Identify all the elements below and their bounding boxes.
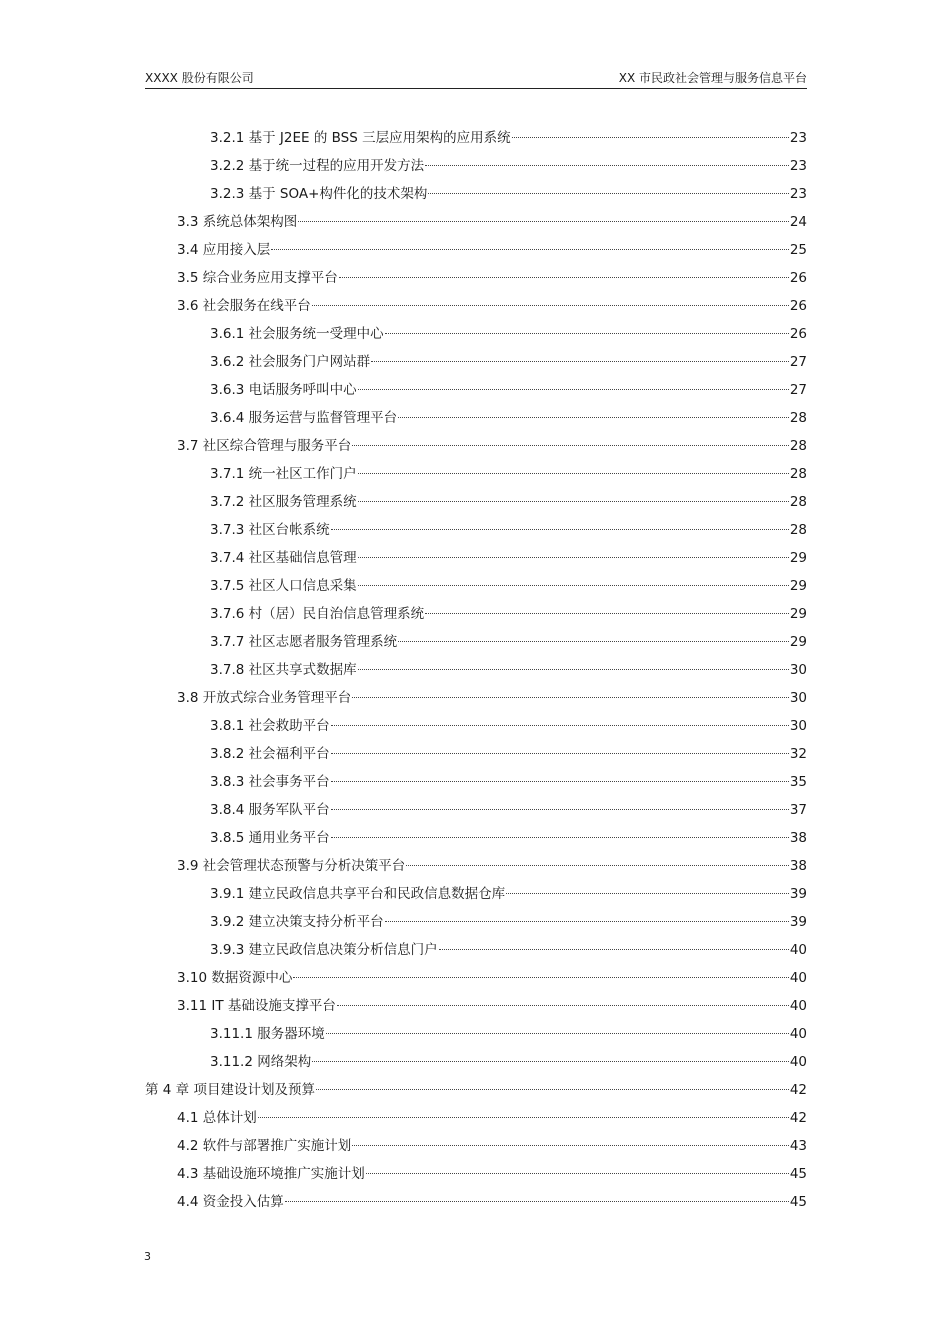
toc-entry-title: 4.2 软件与部署推广实施计划 bbox=[177, 1138, 352, 1154]
toc-leader-dots bbox=[358, 500, 789, 502]
toc-entry[interactable] bbox=[145, 236, 807, 264]
toc-entry[interactable] bbox=[145, 544, 807, 572]
toc-entry-page: 32 bbox=[789, 746, 807, 762]
toc-entry[interactable] bbox=[145, 320, 807, 348]
toc-entry-title: 3.2.3 基于 SOA+构件化的技术架构 bbox=[210, 186, 428, 202]
toc-leader-dots bbox=[312, 304, 789, 306]
toc-entry[interactable] bbox=[145, 348, 807, 376]
toc-leader-dots bbox=[425, 164, 789, 166]
table-of-contents bbox=[145, 124, 807, 1216]
toc-entry[interactable] bbox=[145, 404, 807, 432]
toc-entry[interactable] bbox=[145, 768, 807, 796]
toc-entry[interactable] bbox=[145, 1048, 807, 1076]
toc-entry[interactable] bbox=[145, 1020, 807, 1048]
toc-entry[interactable] bbox=[145, 516, 807, 544]
toc-entry-page: 30 bbox=[789, 662, 807, 678]
toc-entry-page: 30 bbox=[789, 690, 807, 706]
toc-entry[interactable] bbox=[145, 152, 807, 180]
toc-entry-page: 24 bbox=[789, 214, 807, 230]
toc-leader-dots bbox=[337, 1004, 789, 1006]
toc-entry-page: 37 bbox=[789, 802, 807, 818]
toc-entry-title: 3.11.1 服务器环境 bbox=[210, 1026, 325, 1042]
toc-entry-title: 3.8.2 社会福利平台 bbox=[210, 746, 330, 762]
toc-entry-title: 3.4 应用接入层 bbox=[177, 242, 271, 258]
toc-entry[interactable] bbox=[145, 656, 807, 684]
toc-leader-dots bbox=[331, 752, 789, 754]
toc-entry-title: 3.7.8 社区共享式数据库 bbox=[210, 662, 357, 678]
toc-entry-title: 4.3 基础设施环境推广实施计划 bbox=[177, 1166, 365, 1182]
toc-entry[interactable] bbox=[145, 376, 807, 404]
toc-leader-dots bbox=[352, 696, 789, 698]
toc-entry[interactable] bbox=[145, 572, 807, 600]
toc-entry-page: 29 bbox=[789, 550, 807, 566]
toc-leader-dots bbox=[439, 948, 789, 950]
toc-entry-page: 26 bbox=[789, 326, 807, 342]
toc-entry-page: 39 bbox=[789, 914, 807, 930]
toc-leader-dots bbox=[271, 248, 789, 250]
toc-leader-dots bbox=[331, 808, 789, 810]
toc-leader-dots bbox=[352, 444, 789, 446]
toc-entry[interactable] bbox=[145, 992, 807, 1020]
toc-leader-dots bbox=[371, 360, 789, 362]
toc-entry-title: 3.11 IT 基础设施支撑平台 bbox=[177, 998, 336, 1014]
toc-leader-dots bbox=[506, 892, 789, 894]
toc-entry-title: 3.9.1 建立民政信息共享平台和民政信息数据仓库 bbox=[210, 886, 506, 902]
toc-entry-page: 26 bbox=[789, 298, 807, 314]
toc-entry-page: 35 bbox=[789, 774, 807, 790]
toc-entry-page: 28 bbox=[789, 410, 807, 426]
toc-entry[interactable] bbox=[145, 964, 807, 992]
toc-entry[interactable] bbox=[145, 124, 807, 152]
toc-leader-dots bbox=[331, 780, 789, 782]
toc-entry-title: 3.2.1 基于 J2EE 的 BSS 三层应用架构的应用系统 bbox=[210, 130, 511, 146]
toc-entry-title: 3.6 社会服务在线平台 bbox=[177, 298, 311, 314]
toc-entry-page: 45 bbox=[789, 1194, 807, 1210]
toc-leader-dots bbox=[358, 584, 789, 586]
toc-leader-dots bbox=[358, 388, 789, 390]
toc-leader-dots bbox=[285, 1200, 789, 1202]
toc-entry-title: 3.7.1 统一社区工作门户 bbox=[210, 466, 357, 482]
toc-entry-page: 23 bbox=[789, 186, 807, 202]
toc-entry-title: 3.8 开放式综合业务管理平台 bbox=[177, 690, 352, 706]
toc-entry-page: 38 bbox=[789, 830, 807, 846]
toc-entry-page: 40 bbox=[789, 970, 807, 986]
toc-entry-page: 43 bbox=[789, 1138, 807, 1154]
toc-leader-dots bbox=[339, 276, 789, 278]
toc-entry-title: 3.11.2 网络架构 bbox=[210, 1054, 312, 1070]
toc-entry[interactable] bbox=[145, 208, 807, 236]
toc-entry-title: 3.8.5 通用业务平台 bbox=[210, 830, 330, 846]
toc-entry-page: 29 bbox=[789, 634, 807, 650]
toc-leader-dots bbox=[293, 976, 788, 978]
toc-entry-page: 26 bbox=[789, 270, 807, 286]
page-number: 3 bbox=[144, 1250, 151, 1263]
toc-leader-dots bbox=[358, 668, 789, 670]
toc-entry-page: 45 bbox=[789, 1166, 807, 1182]
toc-entry-page: 28 bbox=[789, 522, 807, 538]
toc-entry-title: 3.7.2 社区服务管理系统 bbox=[210, 494, 357, 510]
toc-entry-page: 27 bbox=[789, 382, 807, 398]
toc-entry-title: 3.7.4 社区基础信息管理 bbox=[210, 550, 357, 566]
toc-entry-title: 3.7.3 社区台帐系统 bbox=[210, 522, 330, 538]
toc-entry[interactable] bbox=[145, 684, 807, 712]
toc-entry[interactable] bbox=[145, 432, 807, 460]
toc-entry-title: 3.7 社区综合管理与服务平台 bbox=[177, 438, 352, 454]
toc-entry-page: 23 bbox=[789, 130, 807, 146]
toc-entry-title: 3.7.5 社区人口信息采集 bbox=[210, 578, 357, 594]
toc-entry-title: 第 4 章 项目建设计划及预算 bbox=[145, 1082, 315, 1098]
toc-entry-title: 3.9 社会管理状态预警与分析决策平台 bbox=[177, 858, 406, 874]
toc-entry-title: 3.8.4 服务军队平台 bbox=[210, 802, 330, 818]
toc-entry-page: 30 bbox=[789, 718, 807, 734]
toc-entry[interactable] bbox=[145, 1104, 807, 1132]
toc-entry-page: 39 bbox=[789, 886, 807, 902]
toc-entry-page: 29 bbox=[789, 606, 807, 622]
toc-entry-page: 23 bbox=[789, 158, 807, 174]
toc-leader-dots bbox=[331, 724, 789, 726]
toc-leader-dots bbox=[331, 528, 789, 530]
header-company-name: XXXX 股份有限公司 bbox=[145, 71, 254, 85]
toc-leader-dots bbox=[398, 640, 789, 642]
toc-entry-title: 3.6.3 电话服务呼叫中心 bbox=[210, 382, 357, 398]
toc-entry-title: 3.3 系统总体架构图 bbox=[177, 214, 298, 230]
toc-entry-page: 40 bbox=[789, 1026, 807, 1042]
toc-entry-page: 27 bbox=[789, 354, 807, 370]
toc-entry-page: 40 bbox=[789, 942, 807, 958]
toc-entry[interactable] bbox=[145, 852, 807, 880]
toc-entry-title: 4.4 资金投入估算 bbox=[177, 1194, 284, 1210]
toc-entry-page: 29 bbox=[789, 578, 807, 594]
toc-leader-dots bbox=[425, 612, 789, 614]
toc-leader-dots bbox=[366, 1172, 789, 1174]
toc-entry-page: 42 bbox=[789, 1082, 807, 1098]
page-header bbox=[145, 66, 807, 89]
toc-entry-page: 42 bbox=[789, 1110, 807, 1126]
toc-entry-page: 28 bbox=[789, 466, 807, 482]
toc-entry-title: 3.8.1 社会救助平台 bbox=[210, 718, 330, 734]
toc-leader-dots bbox=[358, 556, 789, 558]
toc-entry[interactable] bbox=[145, 1188, 807, 1216]
toc-leader-dots bbox=[406, 864, 789, 866]
toc-leader-dots bbox=[352, 1144, 789, 1146]
toc-entry-page: 28 bbox=[789, 438, 807, 454]
toc-entry-title: 3.6.1 社会服务统一受理中心 bbox=[210, 326, 384, 342]
toc-entry-page: 40 bbox=[789, 1054, 807, 1070]
toc-entry-title: 3.10 数据资源中心 bbox=[177, 970, 293, 986]
toc-entry-page: 28 bbox=[789, 494, 807, 510]
toc-leader-dots bbox=[326, 1032, 789, 1034]
toc-entry-title: 3.9.3 建立民政信息决策分析信息门户 bbox=[210, 942, 438, 958]
toc-entry-title: 3.7.6 村（居）民自治信息管理系统 bbox=[210, 606, 425, 622]
toc-entry-title: 3.7.7 社区志愿者服务管理系统 bbox=[210, 634, 398, 650]
toc-entry-title: 3.2.2 基于统一过程的应用开发方法 bbox=[210, 158, 425, 174]
toc-entry[interactable] bbox=[145, 180, 807, 208]
toc-entry[interactable] bbox=[145, 1132, 807, 1160]
toc-entry-title: 4.1 总体计划 bbox=[177, 1110, 257, 1126]
toc-entry-title: 3.5 综合业务应用支撑平台 bbox=[177, 270, 338, 286]
toc-leader-dots bbox=[358, 472, 789, 474]
header-document-title: XX 市民政社会管理与服务信息平台 bbox=[618, 71, 807, 85]
toc-entry-page: 40 bbox=[789, 998, 807, 1014]
toc-leader-dots bbox=[316, 1088, 789, 1090]
toc-entry-title: 3.6.4 服务运营与监督管理平台 bbox=[210, 410, 398, 426]
toc-entry-title: 3.9.2 建立决策支持分析平台 bbox=[210, 914, 384, 930]
toc-entry[interactable] bbox=[145, 796, 807, 824]
toc-entry-title: 3.8.3 社会事务平台 bbox=[210, 774, 330, 790]
toc-entry[interactable] bbox=[145, 908, 807, 936]
toc-entry-title: 3.6.2 社会服务门户网站群 bbox=[210, 354, 371, 370]
toc-entry[interactable] bbox=[145, 1160, 807, 1188]
toc-entry-page: 38 bbox=[789, 858, 807, 874]
toc-leader-dots bbox=[385, 920, 789, 922]
toc-entry[interactable] bbox=[145, 740, 807, 768]
toc-entry[interactable] bbox=[145, 292, 807, 320]
toc-leader-dots bbox=[512, 136, 789, 138]
toc-entry[interactable] bbox=[145, 600, 807, 628]
toc-entry[interactable] bbox=[145, 1076, 807, 1104]
toc-entry[interactable] bbox=[145, 712, 807, 740]
toc-leader-dots bbox=[298, 220, 789, 222]
toc-entry[interactable] bbox=[145, 824, 807, 852]
toc-entry[interactable] bbox=[145, 488, 807, 516]
toc-leader-dots bbox=[258, 1116, 789, 1118]
toc-leader-dots bbox=[331, 836, 789, 838]
toc-entry[interactable] bbox=[145, 880, 807, 908]
toc-leader-dots bbox=[428, 192, 788, 194]
toc-entry-page: 25 bbox=[789, 242, 807, 258]
toc-entry[interactable] bbox=[145, 628, 807, 656]
toc-leader-dots bbox=[312, 1060, 789, 1062]
toc-leader-dots bbox=[398, 416, 789, 418]
toc-entry[interactable] bbox=[145, 936, 807, 964]
toc-entry[interactable] bbox=[145, 264, 807, 292]
toc-entry[interactable] bbox=[145, 460, 807, 488]
toc-leader-dots bbox=[385, 332, 789, 334]
